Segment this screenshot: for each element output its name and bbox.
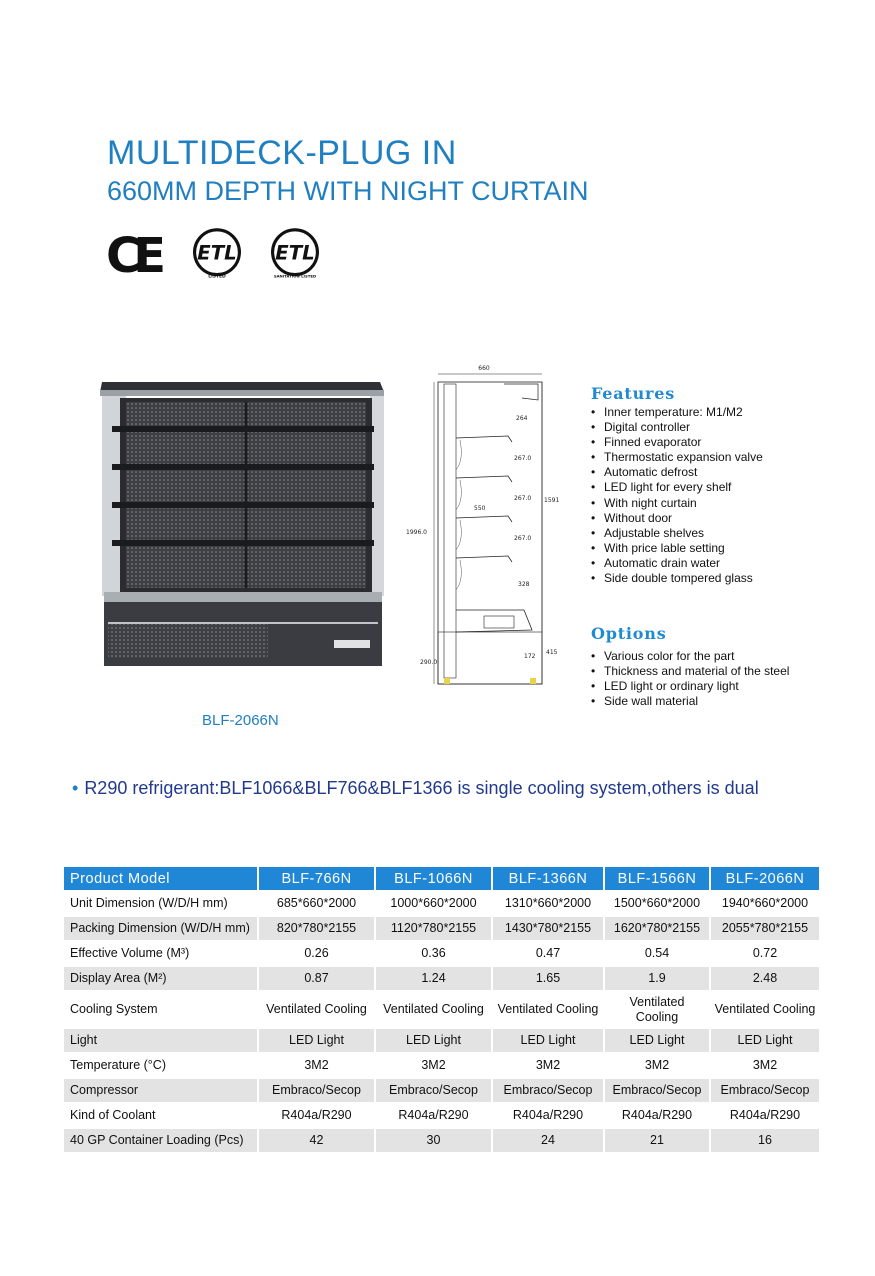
header-cell: BLF-2066N	[711, 867, 819, 890]
svg-text:267.0: 267.0	[514, 495, 532, 502]
row-label: Packing Dimension (W/D/H mm)	[64, 917, 257, 940]
table-cell: 3M2	[644, 1058, 670, 1072]
table-row	[64, 917, 819, 940]
side-section-drawing	[404, 360, 564, 690]
row-label: Cooling System	[70, 1002, 158, 1016]
table-cell: 1500*660*2000	[613, 896, 701, 910]
table-cell: 1430*780*2155	[493, 917, 603, 940]
table-cell: LED Light	[493, 1029, 603, 1052]
etl-sanitation-logo	[266, 228, 324, 280]
table-cell: 0.87	[259, 967, 374, 990]
table-row	[64, 1054, 819, 1077]
table-cell: LED Light	[711, 1029, 819, 1052]
svg-text:328: 328	[518, 581, 530, 588]
table-cell: Embraco/Secop	[259, 1079, 374, 1102]
table-cell: 1000*660*2000	[390, 896, 477, 910]
svg-text:660: 660	[478, 365, 490, 372]
feature-item: • With night curtain	[590, 496, 763, 511]
table-cell: 1620*780*2155	[605, 917, 709, 940]
table-cell: Embraco/Secop	[711, 1079, 819, 1102]
features-heading: Features	[591, 384, 676, 403]
svg-text:172: 172	[524, 653, 536, 660]
page-subtitle: 660MM DEPTH WITH NIGHT CURTAIN	[107, 176, 589, 206]
row-label: Unit Dimension (W/D/H mm)	[70, 896, 228, 910]
feature-item: • With price lable setting	[590, 541, 763, 556]
note-text: R290 refrigerant:BLF1066&BLF766&BLF1366 is single cooling system,others is dual	[84, 778, 759, 798]
table-row	[64, 1104, 819, 1127]
table-row	[64, 1129, 819, 1152]
svg-text:ETL: ETL	[275, 241, 315, 265]
refrigerant-note	[72, 778, 759, 799]
table-cell: 1310*660*2000	[504, 896, 592, 910]
feature-item: • Without door	[590, 511, 763, 526]
header-cell: BLF-1366N	[493, 867, 603, 890]
option-item: • Thickness and material of the steel	[590, 664, 789, 679]
feature-item: • Automatic drain water	[590, 556, 763, 571]
page-title: MULTIDECK-PLUG IN	[107, 134, 457, 172]
feature-item: • Finned evaporator	[590, 435, 763, 450]
product-model-caption: BLF-2066N	[202, 712, 279, 729]
table-cell: 16	[711, 1129, 819, 1152]
svg-text:290.0: 290.0	[420, 659, 438, 666]
table-cell: Embraco/Secop	[493, 1079, 603, 1102]
feature-item: • Automatic defrost	[590, 465, 763, 480]
table-cell: 685*660*2000	[276, 896, 357, 910]
feature-item: • Digital controller	[590, 420, 763, 435]
table-cell: 2055*780*2155	[711, 917, 819, 940]
table-cell: Ventilated Cooling	[266, 1002, 367, 1016]
table-cell: 21	[605, 1129, 709, 1152]
option-item: • Side wall material	[590, 694, 789, 709]
table-cell: 2.48	[711, 967, 819, 990]
table-cell: 3M2	[535, 1058, 561, 1072]
row-label: 40 GP Container Loading (Pcs)	[64, 1129, 257, 1152]
table-row	[64, 892, 819, 915]
svg-text:1996.0: 1996.0	[406, 529, 427, 536]
table-cell: 1.65	[493, 967, 603, 990]
table-cell: Ventilated Cooling	[629, 994, 685, 1024]
row-label: Display Area (M²)	[64, 967, 257, 990]
table-cell: 1.24	[376, 967, 491, 990]
svg-text:ETL: ETL	[197, 241, 237, 265]
note-bullet: •	[72, 778, 79, 798]
table-cell: LED Light	[259, 1029, 374, 1052]
table-cell: 3M2	[304, 1058, 329, 1072]
table-cell: Ventilated Cooling	[497, 1002, 599, 1016]
table-cell: 24	[493, 1129, 603, 1152]
table-cell: 30	[376, 1129, 491, 1152]
row-label: Compressor	[64, 1079, 257, 1102]
svg-text:415: 415	[546, 649, 558, 656]
table-cell: 1120*780*2155	[376, 917, 491, 940]
table-cell: R404a/R290	[621, 1108, 693, 1122]
feature-item: • LED light for every shelf	[590, 480, 763, 495]
table-cell: Embraco/Secop	[605, 1079, 709, 1102]
ce-mark-logo	[106, 228, 168, 280]
svg-text:264: 264	[516, 415, 528, 422]
svg-text:CE: CE	[106, 228, 166, 280]
svg-text:LISTED: LISTED	[208, 274, 226, 280]
table-cell: Ventilated Cooling	[714, 1002, 816, 1016]
svg-text:267.0: 267.0	[514, 455, 532, 462]
svg-text:1591: 1591	[544, 497, 560, 504]
feature-item: • Inner temperature: M1/M2	[590, 405, 763, 420]
svg-text:267.0: 267.0	[514, 535, 532, 542]
features-list	[590, 405, 763, 586]
table-cell: 1940*660*2000	[721, 896, 809, 910]
row-label: Light	[64, 1029, 257, 1052]
header-cell: BLF-1066N	[376, 867, 491, 890]
feature-item: • Thermostatic expansion valve	[590, 450, 763, 465]
row-label: Effective Volume (M³)	[70, 946, 190, 960]
table-row	[64, 942, 819, 965]
table-cell: R404a/R290	[729, 1108, 801, 1122]
table-cell: R404a/R290	[281, 1108, 352, 1122]
option-item: • Various color for the part	[590, 649, 789, 664]
spec-table	[62, 865, 821, 1154]
feature-item: • Adjustable shelves	[590, 526, 763, 541]
svg-text:550: 550	[474, 505, 486, 512]
table-cell: 0.72	[752, 946, 778, 960]
product-photo	[98, 378, 388, 668]
table-row	[64, 1079, 819, 1102]
table-cell: 3M2	[421, 1058, 446, 1072]
etl-listed-logo	[188, 228, 246, 280]
table-cell: Ventilated Cooling	[383, 1002, 484, 1016]
feature-item: • Side double tompered glass	[590, 571, 763, 586]
table-row	[64, 1029, 819, 1052]
table-row	[64, 967, 819, 990]
table-cell: 0.47	[535, 946, 561, 960]
table-cell: 0.26	[304, 946, 329, 960]
table-cell: R404a/R290	[398, 1108, 469, 1122]
table-cell: LED Light	[605, 1029, 709, 1052]
table-cell: LED Light	[376, 1029, 491, 1052]
options-heading: Options	[591, 624, 667, 643]
header-cell: BLF-1566N	[605, 867, 709, 890]
options-list	[590, 649, 789, 709]
table-header-row	[64, 867, 819, 890]
svg-text:SANITATION LISTED: SANITATION LISTED	[273, 273, 317, 279]
table-cell: R404a/R290	[512, 1108, 584, 1122]
header-cell: Product Model	[64, 867, 257, 890]
table-cell: 42	[259, 1129, 374, 1152]
table-cell: 820*780*2155	[259, 917, 374, 940]
header-cell: BLF-766N	[259, 867, 374, 890]
row-label: Kind of Coolant	[70, 1108, 156, 1122]
table-cell: 0.54	[644, 946, 670, 960]
table-cell: 1.9	[605, 967, 709, 990]
table-cell: 3M2	[752, 1058, 778, 1072]
table-cell: Embraco/Secop	[376, 1079, 491, 1102]
row-label: Temperature (°C)	[70, 1058, 166, 1072]
option-item: • LED light or ordinary light	[590, 679, 789, 694]
table-row	[64, 992, 819, 1027]
table-cell: 0.36	[421, 946, 446, 960]
